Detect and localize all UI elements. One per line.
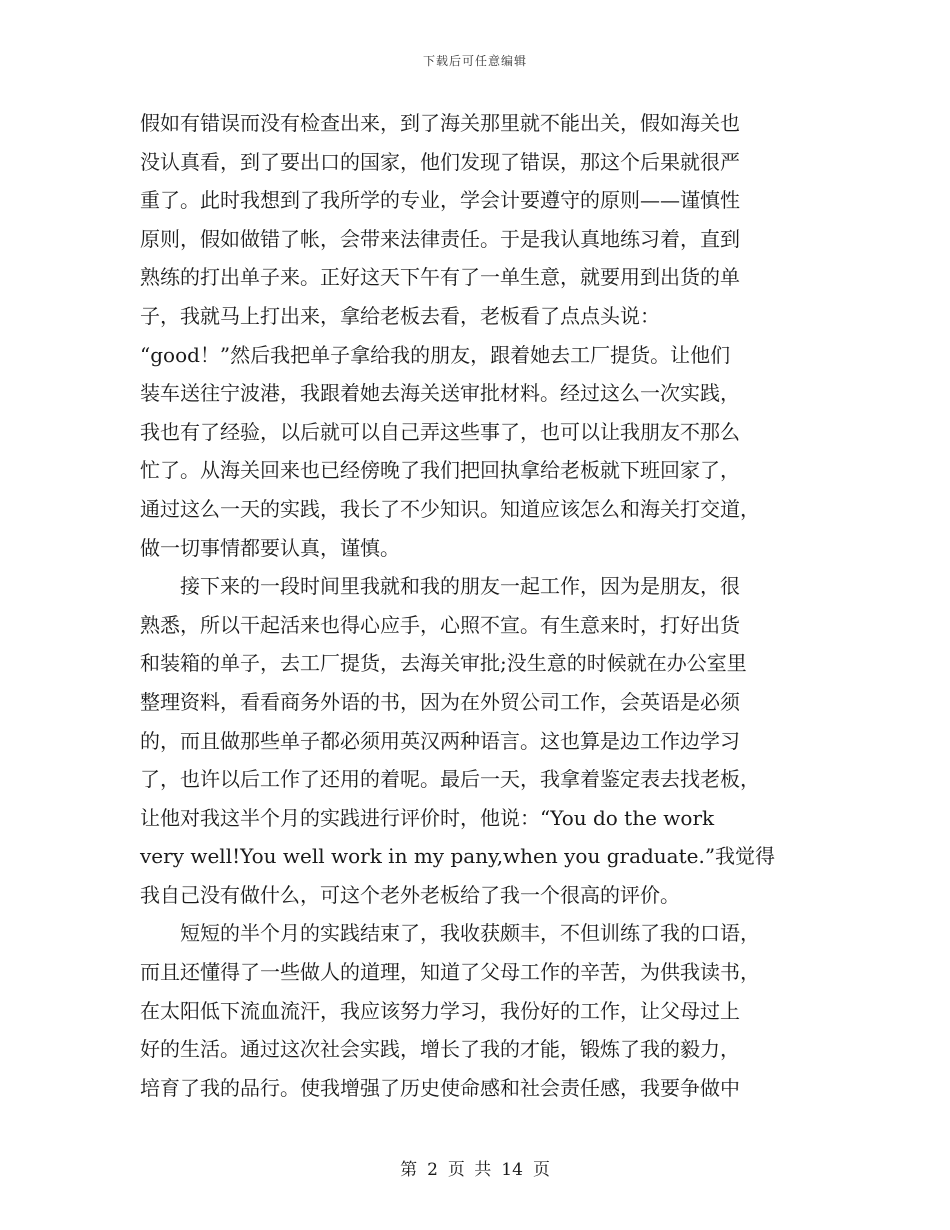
text-line: 我自己没有做什么，可这个老外老板给了我一个很高的评价。 [140,882,680,907]
text-line: 而且还懂得了一些做人的道理，知道了父母工作的辛苦，为供我读书， [140,960,760,985]
footer-middle: 页 共 [447,1160,492,1180]
text-line: very well!You well work in my pany,when you graduate.”我觉得 [140,844,776,869]
text-line: 做一切事情都要认真，谨慎。 [140,535,400,560]
page-header: 下载后可任意编辑 [422,54,527,68]
text-line: 原则，假如做错了帐，会带来法律责任。于是我认真地练习着，直到 [140,226,740,251]
text-line: 培育了我的品行。使我增强了历史使命感和社会责任感，我要争做中 [140,1075,740,1100]
text-line: 假如有错误而没有检查出来，到了海关那里就不能出关，假如海关也 [140,111,740,135]
text-line: 让他对我这半个月的实践进行评价时，他说：“You do the work [140,805,715,830]
text-line: 熟练的打出单子来。正好这天下午有了一单生意，就要用到出货的单 [140,265,740,290]
text-line: 的，而且做那些单子都必须用英汉两种语言。这也算是边工作边学习 [140,728,740,753]
text-line: 和装箱的单子，去工厂提货，去海关审批;没生意的时候就在办公室里 [140,651,747,676]
text-line: 在太阳低下流血流汗，我应该努力学习，我份好的工作，让父母过上 [140,998,740,1023]
text-line: 好的生活。通过这次社会实践，增长了我的才能，锻炼了我的毅力， [140,1037,740,1062]
text-line: 整理资料，看看商务外语的书，因为在外贸公司工作，会英语是必须 [140,689,740,714]
text-line: 没认真看，到了要出口的国家，他们发现了错误，那这个后果就很严 [140,149,740,174]
current-page-number: 2 [427,1160,438,1180]
text-line: 通过这么一天的实践，我长了不少知识。知道应该怎么和海关打交道， [140,496,760,521]
footer-prefix: 第 [400,1160,418,1180]
text-line: 熟悉，所以干起活来也得心应手，心照不宣。有生意来时，打好出货 [140,612,740,637]
total-page-count: 14 [501,1160,523,1180]
text-line: 我也有了经验，以后就可以自己弄这些事了，也可以让我朋友不那么 [140,419,740,444]
text-line: 装车送往宁波港，我跟着她去海关送审批材料。经过这么一次实践， [140,381,740,406]
text-line: 忙了。从海关回来也已经傍晚了我们把回执拿给老板就下班回家了， [140,458,740,483]
text-line: 接下来的一段时间里我就和我的朋友一起工作，因为是朋友，很 [140,574,740,599]
text-line: 重了。此时我想到了我所学的专业，学会计要遵守的原则——谨慎性 [140,188,740,213]
page-footer [0,1155,950,1180]
text-line: 了，也许以后工作了还用的着呢。最后一天，我拿着鉴定表去找老板， [140,767,760,792]
footer-suffix: 页 [532,1160,550,1180]
body-text [140,104,812,1107]
text-line: 短短的半个月的实践结束了，我收获颇丰，不但训练了我的口语， [140,921,760,946]
text-line: 子，我就马上打出来，拿给老板去看，老板看了点点头说： [140,303,660,328]
text-line: “good！”然后我把单子拿给我的朋友，跟着她去工厂提货。让他们 [140,342,731,367]
